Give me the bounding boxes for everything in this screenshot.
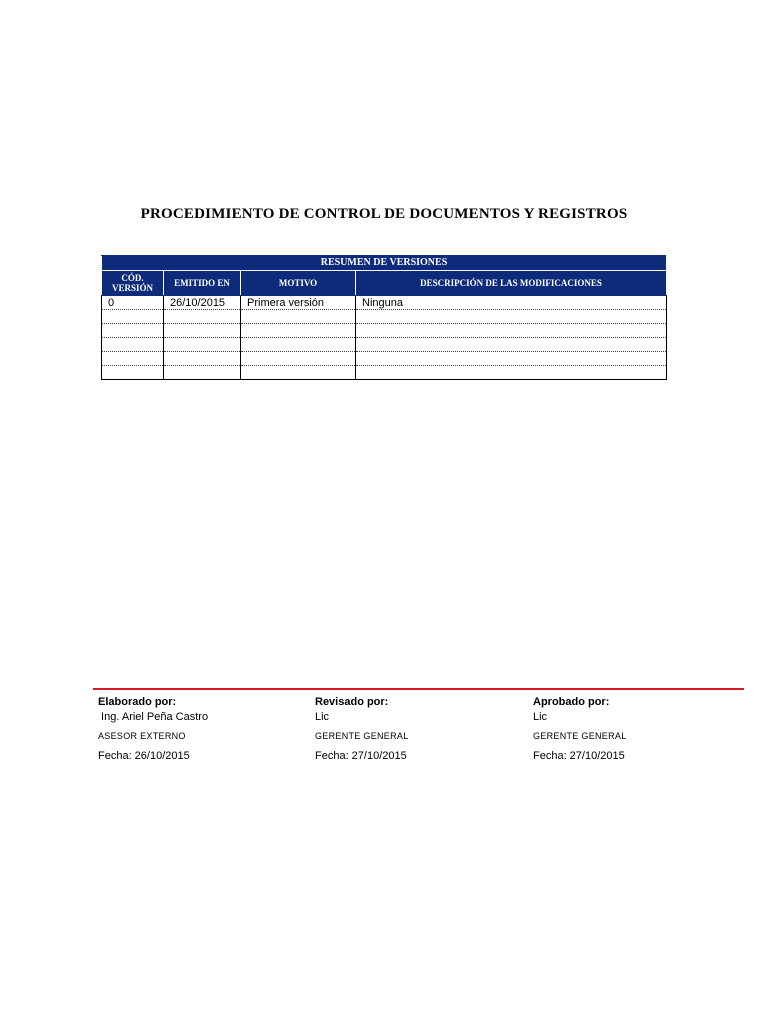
table-cell: Ninguna [356, 296, 667, 310]
signature-prepared-by [98, 696, 298, 762]
table-cell [164, 324, 241, 338]
table-cell [356, 352, 667, 366]
table-cell [241, 366, 356, 380]
table-cell [356, 338, 667, 352]
signature-divider [93, 688, 744, 690]
table-row [102, 352, 667, 366]
table-row [102, 310, 667, 324]
table-cell [102, 366, 164, 380]
prepared-by-date: Fecha: 26/10/2015 [98, 750, 190, 762]
column-header-version-code: CÓD. VERSIÓN [102, 271, 164, 296]
table-cell [164, 310, 241, 324]
table-cell [241, 352, 356, 366]
table-cell: Primera versión [241, 296, 356, 310]
table-cell [356, 324, 667, 338]
prepared-by-name: Ing. Ariel Peña Castro [98, 711, 209, 723]
table-cell [102, 324, 164, 338]
table-cell [164, 366, 241, 380]
table-cell [164, 352, 241, 366]
column-header-reason: MOTIVO [241, 271, 356, 296]
table-row [102, 338, 667, 352]
table-cell [164, 338, 241, 352]
reviewed-by-position: GERENTE GENERAL [315, 731, 409, 741]
reviewed-by-date: Fecha: 27/10/2015 [315, 750, 407, 762]
table-cell [241, 310, 356, 324]
versions-table-banner: RESUMEN DE VERSIONES [102, 256, 667, 271]
table-row [102, 296, 667, 310]
table-cell [356, 310, 667, 324]
table-cell [102, 352, 164, 366]
table-row [102, 324, 667, 338]
signature-approved-by [533, 696, 733, 762]
table-row [102, 366, 667, 380]
reviewed-by-label: Revisado por: [315, 696, 389, 708]
column-header-description: DESCRIPCIÓN DE LAS MODIFICACIONES [356, 271, 667, 296]
prepared-by-position: ASESOR EXTERNO [98, 731, 186, 741]
reviewed-by-name: Lic [315, 711, 330, 723]
versions-table [101, 255, 667, 380]
table-cell [241, 324, 356, 338]
column-header-issued-on: EMITIDO EN [164, 271, 241, 296]
approved-by-name: Lic [533, 711, 548, 723]
approved-by-date: Fecha: 27/10/2015 [533, 750, 625, 762]
table-cell [241, 338, 356, 352]
approved-by-label: Aprobado por: [533, 696, 610, 708]
prepared-by-label: Elaborado por: [98, 696, 177, 708]
table-cell: 26/10/2015 [164, 296, 241, 310]
approved-by-position: GERENTE GENERAL [533, 731, 627, 741]
document-title: PROCEDIMIENTO DE CONTROL DE DOCUMENTOS Y REGISTROS [140, 206, 628, 222]
signature-reviewed-by [315, 696, 515, 762]
table-cell [356, 366, 667, 380]
table-cell: 0 [102, 296, 164, 310]
table-cell [102, 338, 164, 352]
table-cell [102, 310, 164, 324]
